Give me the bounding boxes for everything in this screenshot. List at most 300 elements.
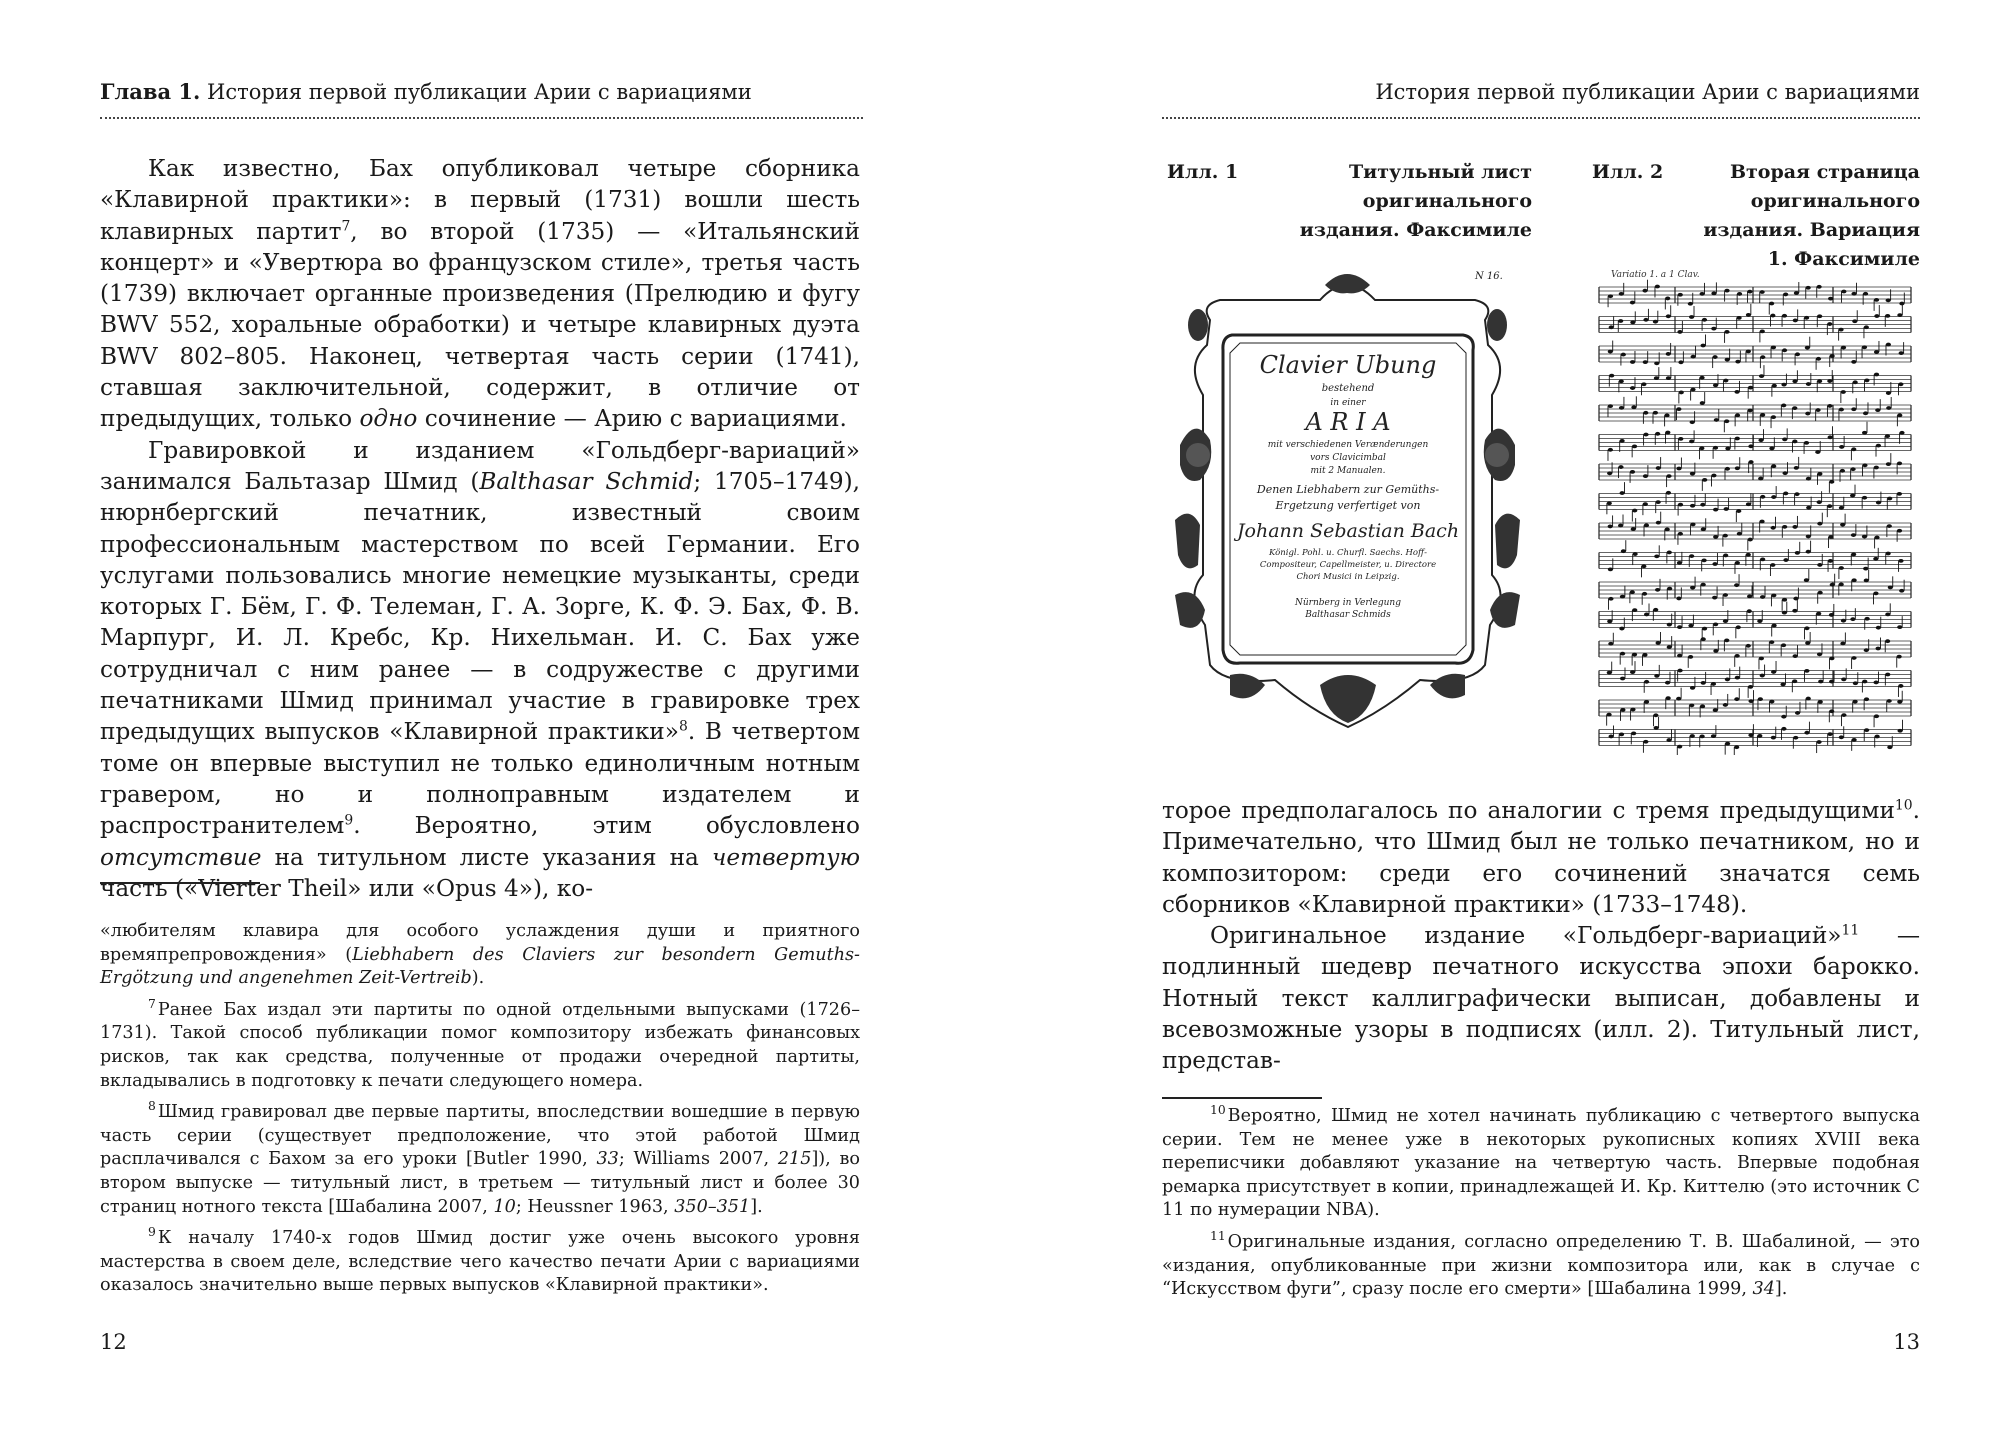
staff: [1599, 422, 1911, 461]
note-head: [1781, 727, 1786, 731]
note-head: [1618, 465, 1623, 469]
note-head: [1759, 657, 1764, 661]
note-head: [1829, 709, 1834, 713]
footnote: $^9$ К началу 1740-х годов Шмид достиг уже очень высокого уровня мастерства в своем деле, вследствие чего качество печати Арии с вариациями оказалось значительно выше первых выпусков «Клавирной практики».: [100, 1225, 860, 1296]
note-head: [1748, 444, 1753, 448]
note-head: [1830, 354, 1835, 358]
running-head: [100, 78, 752, 106]
italic-text: 33: [596, 1149, 619, 1170]
note-head: [1853, 700, 1858, 704]
note-head: [1770, 563, 1775, 567]
note-head: [1874, 714, 1879, 718]
engraving-text: vors Clavicimbal: [1310, 453, 1386, 463]
note-head: [1725, 678, 1730, 682]
note-head: [1850, 617, 1855, 621]
note-head: [1734, 390, 1739, 394]
note-head: [1699, 376, 1704, 380]
note-head: [1725, 467, 1730, 471]
note-head: [1678, 360, 1683, 364]
note-head: [1690, 522, 1695, 526]
note-head: [1758, 697, 1763, 701]
note-head: [1864, 648, 1869, 652]
note-head: [1874, 536, 1879, 540]
note-head: [1852, 578, 1857, 582]
note-head: [1608, 350, 1613, 354]
note-head: [1630, 670, 1635, 674]
note-head: [1757, 734, 1762, 738]
note-head: [1656, 500, 1661, 504]
note-head: [1677, 330, 1682, 334]
staff: [1599, 392, 1911, 432]
note-head: [1746, 313, 1751, 317]
note-head: [1827, 322, 1832, 326]
note-head: [1887, 524, 1892, 528]
note-head: [1783, 293, 1788, 297]
note-head: [1828, 435, 1833, 439]
note-head: [1654, 674, 1659, 678]
note-head: [1734, 697, 1739, 701]
note-head: [1757, 619, 1762, 623]
note-head: [1876, 626, 1881, 630]
note-head: [1885, 673, 1890, 677]
note-head: [1724, 507, 1729, 511]
note-head: [1851, 656, 1856, 660]
note-head: [1630, 320, 1635, 324]
note-head: [1608, 567, 1613, 571]
note-head: [1690, 586, 1695, 590]
note-head: [1723, 554, 1728, 558]
paragraph: Гравировкой и изданием «Гольдберг-вариаций» занимался Бальтазар Шмид (Balthasar Schmid; 1705–1749), нюрнбергский печатник, известный своим профессиональным мастерством по всей Германии. Его услугами пользовались многие немецкие музыканты, среди которых Г. Бём, Г. Ф. Телеман, Г. А. Зорге, К. Ф. Э. Бах, Ф. В. Марпург, И. Л. Кребс, Кр. Нихельман. И. С. Бах уже сотрудничал с ним ранее — в содружестве с другими печатниками Шмид принимал участие в гравировке трех предыдущих выпусков «Клавирной практики»$^8$. В четвертом томе он впервые выступил не только единоличным нотным гравером, но и полноправным издателем и распространителем$^9$. Вероятно, этим обусловлено отсутствие на титульном листе указания на четвертую часть («Vierter Theil» или «Opus 4»), ко-: [100, 436, 860, 902]
staff: [1599, 569, 1911, 611]
note-head: [1700, 734, 1705, 738]
note-head: [1793, 654, 1798, 658]
note-head: [1782, 525, 1787, 529]
note-head: [1735, 654, 1740, 658]
note-head: [1632, 509, 1637, 513]
figure-caption-text: Титульный лист оригинального издания. Факсимиле: [1299, 161, 1532, 241]
note-head: [1863, 411, 1868, 415]
note-head: [1688, 624, 1693, 628]
note-head: [1700, 401, 1705, 405]
note-head: [1711, 291, 1716, 295]
note-head: [1667, 623, 1672, 627]
note-head: [1886, 406, 1891, 410]
note-head: [1888, 585, 1893, 589]
note-head: [1760, 495, 1765, 499]
note-head: [1897, 655, 1902, 659]
note-head: [1701, 681, 1706, 685]
note-head: [1817, 379, 1822, 383]
note-head: [1771, 593, 1776, 597]
note-head: [1665, 297, 1670, 301]
note-head: [1608, 294, 1613, 298]
note-head: [1851, 447, 1856, 451]
note-head: [1618, 319, 1623, 323]
note-head: [1760, 413, 1765, 417]
note-head: [1678, 293, 1683, 297]
note-head: [1656, 466, 1661, 470]
note-head: [1886, 343, 1891, 347]
note-head: [1725, 447, 1730, 451]
note-head: [1865, 617, 1870, 621]
note-head: [1609, 735, 1614, 739]
italic-text: Balthasar Schmid: [479, 467, 694, 495]
note-head: [1748, 733, 1753, 737]
note-head: [1653, 411, 1658, 415]
note-head: [1792, 609, 1797, 613]
note-head: [1760, 290, 1765, 294]
note-head: [1759, 374, 1764, 378]
note-head: [1666, 376, 1671, 380]
footnote: «любителям клавира для особого услаждения души и приятного времяпрепровождения» (Liebhabern des Claviers zur besondern Gemuths-Ergötzung und angenehmen Zeit-Vertreib).: [100, 921, 860, 989]
note-head: [1735, 437, 1740, 441]
note-head: [1632, 653, 1637, 657]
note-head: [1782, 348, 1787, 352]
note-head: [1840, 469, 1845, 473]
note-head: [1817, 285, 1822, 289]
page-number: 12: [100, 1330, 127, 1354]
footnote: $^{10}$ Вероятно, Шмид не хотел начинать публикацию с четвертого выпуска серии. Тем не менее уже в некоторых рукописных копиях XVIII века переписчики добавляют указание на четвертую часть. Впервые подобная ремарка присутствует в копии, принадлежащей И. Кр. Киттелю (это источник C 11 по нумерации NBA).: [1162, 1103, 1920, 1221]
note-head: [1875, 735, 1880, 739]
note-head: [1723, 703, 1728, 707]
note-head: [1862, 463, 1867, 467]
note-head: [1839, 583, 1844, 587]
note-head: [1724, 638, 1729, 642]
note-head: [1678, 437, 1683, 441]
figure-caption-text: Вторая страница оригинального издания. Вариация 1. Факсимиле: [1703, 161, 1920, 270]
note-head: [1607, 619, 1612, 623]
note-head: [1781, 643, 1786, 647]
note-head: [1620, 652, 1625, 656]
note-head: [1632, 608, 1637, 612]
note-head: [1864, 325, 1869, 329]
note-head: [1677, 561, 1682, 565]
note-head: [1736, 625, 1741, 629]
footnote: $^{11}$ Оригинальные издания, согласно определению Т. В. Шабалиной, — это «издания, опубликованные при жизни композитора или, как в случае с “Искусством фуги”, сразу после его смерти» [Шабалина 1999, 34].: [1162, 1229, 1920, 1300]
note-head: [1609, 325, 1614, 329]
note-head: [1688, 655, 1693, 659]
note-head: [1643, 411, 1648, 415]
running-head: История первой публикации Арии с вариациями: [1375, 80, 1920, 104]
note-head: [1769, 302, 1774, 306]
figure-label: Илл. 1: [1167, 161, 1239, 183]
note-head: [1827, 504, 1832, 508]
note-head: [1667, 551, 1672, 555]
note-head: [1873, 557, 1878, 561]
note-head: [1711, 734, 1716, 738]
note-head: [1887, 699, 1892, 703]
note-head: [1713, 708, 1718, 712]
figure-label: Илл. 2: [1592, 161, 1664, 183]
note-head: [1899, 589, 1904, 593]
note-head: [1619, 627, 1624, 631]
note-head: [1723, 534, 1728, 538]
engraving-text: A R I A: [1305, 408, 1391, 436]
note-head: [1734, 745, 1739, 749]
note-head: [1735, 466, 1740, 470]
note-head: [1653, 713, 1658, 717]
note-head: [1654, 361, 1659, 365]
note-head: [1619, 439, 1624, 443]
note-head: [1794, 492, 1799, 496]
note-head: [1863, 292, 1868, 296]
note-head: [1760, 674, 1765, 678]
note-head: [1770, 314, 1775, 318]
note-head: [1783, 471, 1788, 475]
note-head: [1759, 520, 1764, 524]
note-head: [1806, 477, 1811, 481]
note-head: [1654, 726, 1659, 730]
note-head: [1608, 525, 1613, 529]
note-head: [1851, 553, 1856, 557]
note-head: [1641, 564, 1646, 568]
note-head: [1771, 464, 1776, 468]
note-head: [1619, 292, 1624, 296]
note-head: [1653, 320, 1658, 324]
engraving-text: Nürnberg in Verlegung: [1295, 598, 1401, 608]
note-head: [1816, 740, 1821, 744]
note-head: [1688, 302, 1693, 306]
note-head: [1897, 729, 1902, 733]
footnote-number: 8: [148, 1099, 156, 1114]
note-head: [1737, 292, 1742, 296]
footnote-ref: 9: [344, 812, 354, 829]
note-head: [1667, 645, 1672, 649]
note-head: [1839, 735, 1844, 739]
note-head: [1747, 609, 1752, 613]
chapter-label: Глава 1.: [100, 79, 201, 104]
header-dotted-rule: [100, 117, 863, 119]
note-head: [1795, 551, 1800, 555]
engraving-text: Compositeur, Capellmeister, u. Directore: [1259, 560, 1437, 570]
note-head: [1665, 431, 1670, 435]
note-head: [1806, 286, 1811, 290]
note-head: [1714, 418, 1719, 422]
note-head: [1806, 535, 1811, 539]
note-head: [1792, 440, 1797, 444]
note-head: [1691, 355, 1696, 359]
note-head: [1655, 285, 1660, 289]
note-head: [1676, 407, 1681, 411]
score-facsimile: [1593, 265, 1918, 755]
note-head: [1769, 700, 1774, 704]
note-head: [1677, 669, 1682, 673]
engraving-text: Balthasar Schmids: [1305, 610, 1391, 620]
note-head: [1792, 679, 1797, 683]
note-head: [1817, 472, 1822, 476]
italic-text: 215: [777, 1149, 812, 1170]
header-dotted-rule: [1162, 117, 1920, 119]
note-head: [1630, 360, 1635, 364]
italic-text: 350–351: [674, 1196, 751, 1217]
note-head: [1806, 550, 1811, 554]
engraving-text: Chori Musici in Leipzig.: [1296, 572, 1400, 582]
note-head: [1630, 470, 1635, 474]
note-head: [1713, 649, 1718, 653]
note-head: [1644, 680, 1649, 684]
staff: [1599, 482, 1911, 522]
footnote-ref: 10: [1894, 797, 1913, 814]
note-head: [1690, 472, 1695, 476]
note-head: [1782, 314, 1787, 318]
note-head: [1885, 314, 1890, 318]
engraving-text: Variatio 1. a 1 Clav.: [1611, 270, 1700, 280]
note-head: [1898, 382, 1903, 386]
note-head: [1792, 406, 1797, 410]
engraving-text: Ergetzung verfertiget von: [1275, 499, 1421, 512]
note-head: [1771, 736, 1776, 740]
note-head: [1633, 552, 1638, 556]
note-head: [1713, 383, 1718, 387]
figure-caption: [1167, 158, 1532, 245]
footnote-number: 7: [148, 996, 156, 1011]
note-head: [1793, 597, 1798, 601]
note-head: [1631, 527, 1636, 531]
note-head: [1619, 732, 1624, 736]
note-head: [1851, 360, 1856, 364]
note-head: [1736, 509, 1741, 513]
note-head: [1841, 290, 1846, 294]
note-head: [1711, 474, 1716, 478]
note-head: [1608, 597, 1613, 601]
note-head: [1806, 506, 1811, 510]
note-head: [1795, 352, 1800, 356]
note-head: [1816, 357, 1821, 361]
note-head: [1758, 438, 1763, 442]
note-head: [1631, 731, 1636, 735]
note-head: [1676, 597, 1681, 601]
note-head: [1898, 684, 1903, 688]
note-head: [1630, 590, 1635, 594]
note-head: [1689, 315, 1694, 319]
note-head: [1760, 329, 1765, 333]
engraving-text: bestehend: [1321, 383, 1375, 394]
note-head: [1816, 612, 1821, 616]
note-head: [1839, 408, 1844, 412]
note-head: [1642, 289, 1647, 293]
note-head: [1725, 742, 1730, 746]
note-head: [1666, 696, 1671, 700]
note-head: [1619, 406, 1624, 410]
main-text: [100, 153, 860, 904]
staff: [1599, 717, 1911, 755]
note-head: [1677, 625, 1682, 629]
note-head: [1644, 700, 1649, 704]
note-head: [1780, 683, 1785, 687]
italic-text: Liebhabern des Claviers zur besondern Gemuths-Ergötzung und angenehmen Zeit-Vertreib: [100, 944, 860, 989]
note-head: [1876, 444, 1881, 448]
note-head: [1723, 619, 1728, 623]
note-head: [1760, 595, 1765, 599]
note-head: [1711, 327, 1716, 331]
note-head: [1815, 408, 1820, 412]
note-head: [1725, 358, 1730, 362]
note-head: [1885, 612, 1890, 616]
note-head: [1899, 431, 1904, 435]
footnote-rule: [1162, 1097, 1322, 1099]
note-head: [1630, 386, 1635, 390]
footnote-number: 11: [1210, 1229, 1226, 1244]
music-staves: [1599, 280, 1911, 755]
note-head: [1841, 390, 1846, 394]
note-head: [1817, 652, 1822, 656]
note-head: [1665, 527, 1670, 531]
engraving-text: in einer: [1330, 398, 1366, 408]
note-head: [1885, 434, 1890, 438]
note-head: [1748, 685, 1753, 689]
note-head: [1747, 290, 1752, 294]
note-head: [1887, 745, 1892, 749]
note-head: [1655, 588, 1660, 592]
italic-text: 34: [1752, 1279, 1775, 1300]
note-head: [1620, 677, 1625, 681]
note-head: [1690, 734, 1695, 738]
note-head: [1760, 355, 1765, 359]
note-head: [1863, 567, 1868, 571]
footnote: $^7$ Ранее Бах издал эти партиты по одной отдельными выпусками (1726–1731). Такой способ публикации помог композитору избежать финансовых рисков, так как средства, полученные от продажи очередной партиты, вкладывались в подготовку к печати следующего номера.: [100, 996, 860, 1091]
note-head: [1724, 289, 1729, 293]
note-head: [1690, 686, 1695, 690]
note-head: [1782, 598, 1787, 602]
note-head: [1607, 671, 1612, 675]
note-head: [1748, 386, 1753, 390]
note-head: [1711, 682, 1716, 686]
note-head: [1829, 656, 1834, 660]
note-head: [1886, 298, 1891, 302]
note-head: [1839, 445, 1844, 449]
note-head: [1851, 292, 1856, 296]
note-head: [1760, 557, 1765, 561]
note-head: [1621, 353, 1626, 357]
note-head: [1875, 647, 1880, 651]
note-head: [1676, 467, 1681, 471]
figure-caption: [1592, 158, 1920, 274]
staff: [1599, 365, 1911, 403]
note-head: [1654, 376, 1659, 380]
note-head: [1644, 613, 1649, 617]
note-head: [1644, 523, 1649, 527]
note-head: [1676, 697, 1681, 701]
note-head: [1897, 625, 1902, 629]
engraving-text: Denen Liebhabern zur Gemüths-: [1256, 483, 1440, 496]
note-head: [1608, 448, 1613, 452]
note-head: [1746, 644, 1751, 648]
note-head: [1771, 670, 1776, 674]
engraving-text: Clavier Ubung: [1259, 351, 1437, 379]
note-head: [1818, 680, 1823, 684]
note-head: [1666, 314, 1671, 318]
note-head: [1665, 681, 1670, 685]
note-head: [1689, 703, 1694, 707]
note-head: [1817, 563, 1822, 567]
italic-text: 10: [493, 1196, 516, 1217]
note-head: [1631, 405, 1636, 409]
footnote-number: 9: [148, 1225, 156, 1240]
note-head: [1874, 373, 1879, 377]
note-head: [1712, 596, 1717, 600]
note-head: [1713, 508, 1718, 512]
note-head: [1666, 738, 1671, 742]
note-head: [1897, 413, 1902, 417]
note-head: [1818, 591, 1823, 595]
note-head: [1746, 502, 1751, 506]
note-head: [1793, 319, 1798, 323]
note-head: [1841, 619, 1846, 623]
note-head: [1666, 474, 1671, 478]
note-head: [1620, 708, 1625, 712]
note-head: [1806, 382, 1811, 386]
note-head: [1830, 583, 1835, 587]
